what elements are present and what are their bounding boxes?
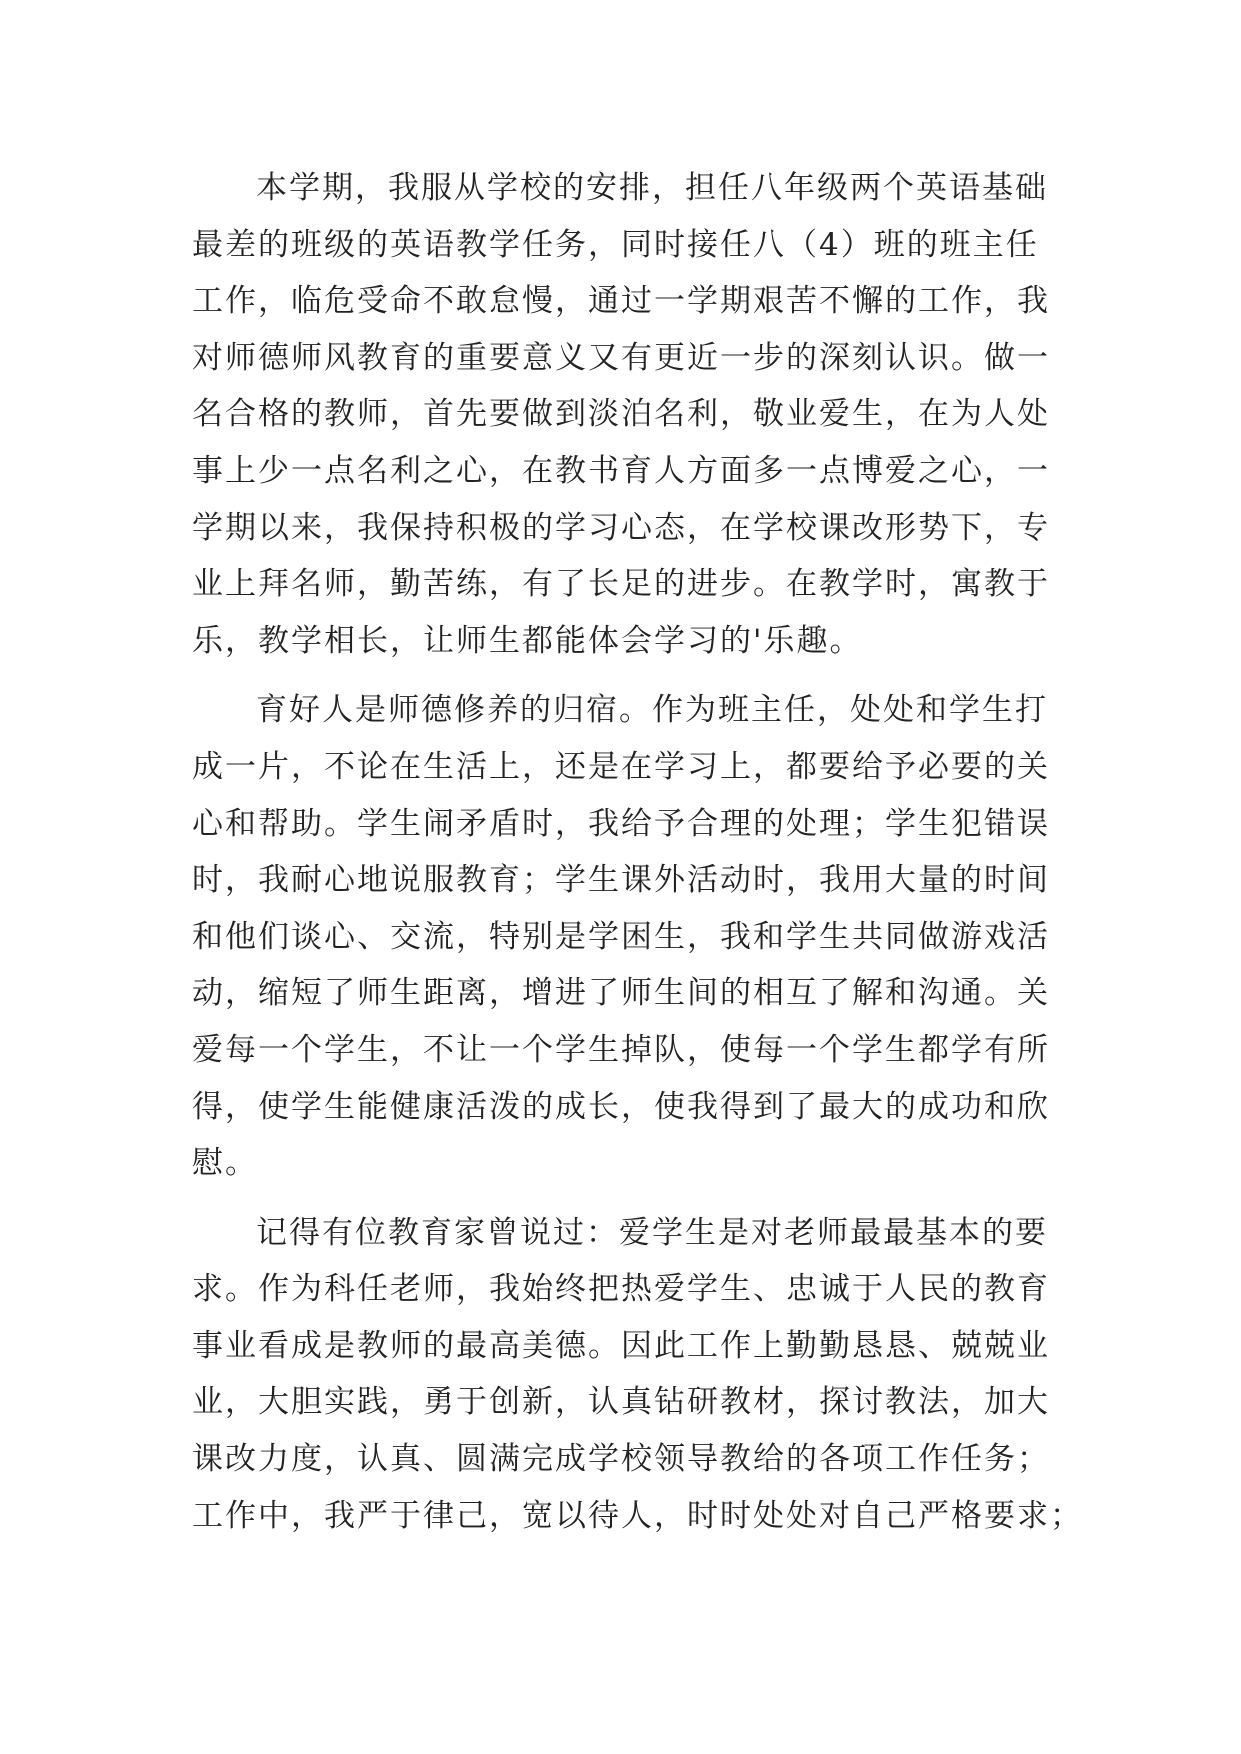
paragraph-1 [192,160,1050,669]
paragraph-line: 事业看成是教师的最高美德。因此工作上勤勤恳恳、兢兢业 [192,1327,1050,1364]
paragraph-line: 慰。 [192,1145,258,1182]
paragraph-2 [192,682,1050,1191]
document-body [192,160,1083,1557]
paragraph-3 [192,1205,1083,1545]
paragraph-line: 求。作为科任老师，我始终把热爱学生、忠诚于人民的教育 [192,1271,1050,1308]
paragraph-line: 育好人是师德修养的归宿。作为班主任，处处和学生打 [256,692,1048,729]
paragraph-line: 得，使学生能健康活泼的成长，使我得到了最大的成功和欣 [192,1088,1050,1125]
paragraph-line: 学期以来，我保持积极的学习心态，在学校课改形势下，专 [192,509,1050,546]
paragraph-line: 记得有位教育家曾说过：爱学生是对老师最最基本的要 [256,1214,1048,1251]
paragraph-line: 最差的班级的英语教学任务，同时接任八（4）班的班主任 [192,226,1039,263]
paragraph-line: 业上拜名师，勤苦练，有了长足的进步。在教学时，寓教于 [192,566,1050,603]
paragraph-line: 事上少一点名利之心，在教书育人方面多一点博爱之心，一 [192,452,1050,489]
paragraph-line: 工作中，我严于律己，宽以待人，时时处处对自己严格要求； [192,1497,1083,1534]
paragraph-line: 心和帮助。学生闹矛盾时，我给予合理的处理；学生犯错误 [192,805,1050,842]
paragraph-line: 时，我耐心地说服教育；学生课外活动时，我用大量的时间 [192,862,1050,899]
paragraph-line: 爱每一个学生，不让一个学生掉队，使每一个学生都学有所 [192,1031,1050,1068]
paragraph-line: 乐，教学相长，让师生都能体会学习的'乐趣。 [192,622,863,659]
paragraph-line: 业，大胆实践，勇于创新，认真钻研教材，探讨教法，加大 [192,1384,1050,1421]
paragraph-line: 本学期，我服从学校的安排，担任八年级两个英语基础 [256,170,1048,206]
paragraph-line: 和他们谈心、交流，特别是学困生，我和学生共同做游戏活 [192,918,1050,955]
paragraph-line: 对师德师风教育的重要意义又有更近一步的深刻认识。做一 [192,339,1050,376]
paragraph-line: 成一片，不论在生活上，还是在学习上，都要给予必要的关 [192,748,1050,785]
paragraph-line: 名合格的教师，首先要做到淡泊名利，敬业爱生，在为人处 [192,396,1050,433]
paragraph-line: 工作，临危受命不敢怠慢，通过一学期艰苦不懈的工作，我 [192,283,1050,320]
paragraph-line: 动，缩短了师生距离，增进了师生间的相互了解和沟通。关 [192,975,1050,1012]
paragraph-line: 课改力度，认真、圆满完成学校领导教给的各项工作任务； [192,1441,1050,1478]
